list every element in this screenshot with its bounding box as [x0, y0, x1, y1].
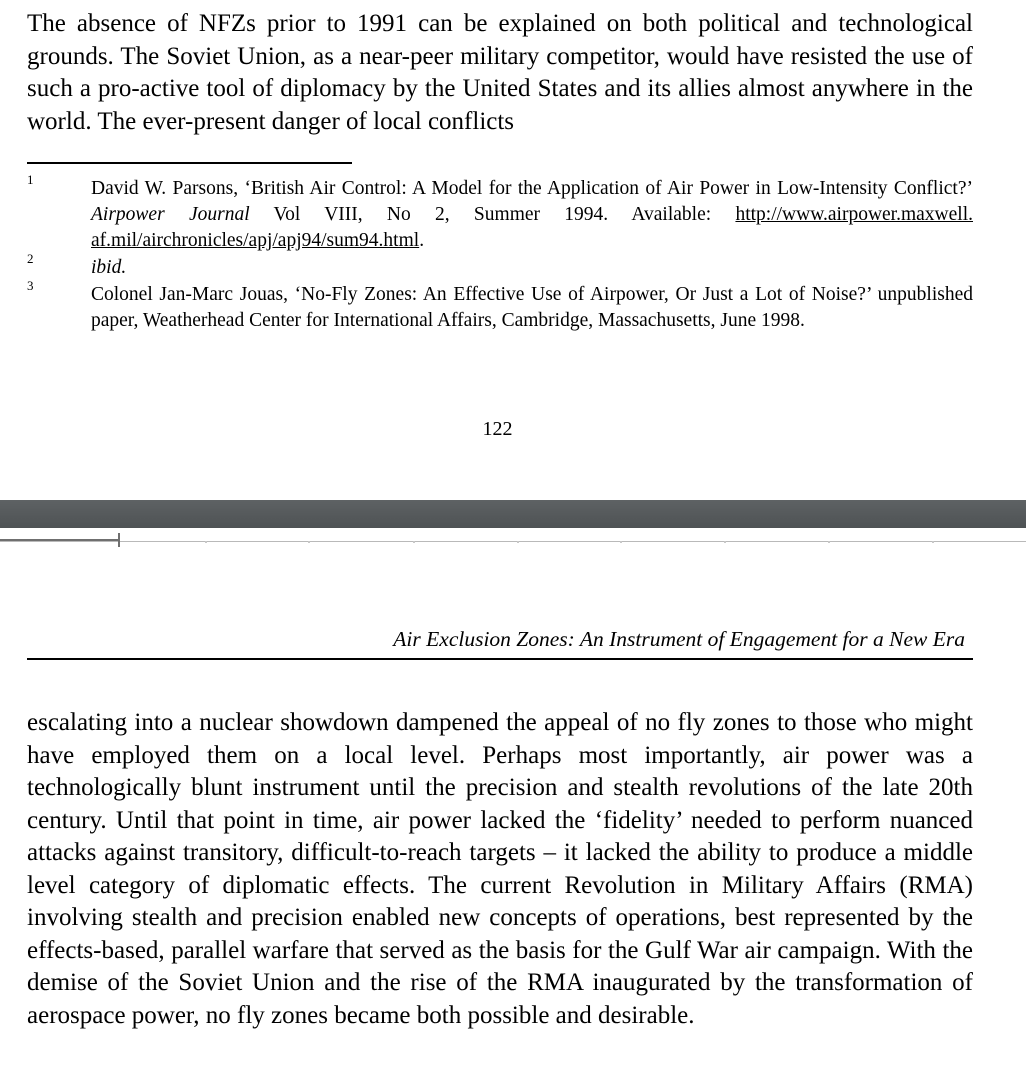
top-page: [0, 0, 1026, 500]
ruler-dot: [932, 541, 934, 543]
ruler-dot: [517, 541, 519, 543]
ruler-dot: [205, 541, 207, 543]
ruler-dot: [828, 541, 830, 543]
ruler-dot: [413, 541, 415, 543]
footnote-number: 1: [27, 172, 34, 187]
ruler-dot: [620, 541, 622, 543]
footnote-text-part: Vol VIII, No 2, Summer 1994. Available:: [249, 204, 736, 225]
footnote-1: [27, 172, 973, 254]
header-rule: [27, 658, 973, 660]
body-paragraph: The absence of NFZs prior to 1991 can be explained on both political and technological grounds. The Soviet Union, as a near-peer military competitor, would have resisted the use of such a pro-active tool of diplomacy by the United States and its allies almost anywhere in the world. The ever-present danger of local conflicts: [27, 10, 973, 135]
footnote-text: ibid.: [91, 257, 127, 278]
footnote-2: [27, 251, 973, 281]
footnote-link[interactable]: http://www.airpower.maxwell. af.mil/airchronicles/apj/apj94/sum94.html: [91, 204, 973, 251]
page-divider: [0, 500, 1026, 528]
ruler: [0, 528, 1026, 550]
ruler-line: [0, 541, 1026, 542]
ruler-dot: [308, 541, 310, 543]
footnote-text-part: .: [419, 230, 425, 251]
footnote-text: [91, 176, 973, 254]
ruler-margin-marker: [0, 539, 118, 541]
footnote-number: 3: [27, 278, 34, 293]
footnote-number: 2: [27, 251, 34, 266]
journal-title: Airpower Journal: [91, 204, 250, 225]
footnote-text-part: David W. Parsons, ‘British Air Control: A Model for the Application of Air Power in Low-Intensity Conflict?’: [91, 178, 973, 199]
footnote-text: Colonel Jan-Marc Jouas, ‘No-Fly Zones: An Effective Use of Airpower, Or Just a Lot of Noise?’ unpublished paper, Weatherhead Center for International Affairs, Cambridge, Massachusetts, June 1998.: [91, 284, 973, 331]
footnote-3: [27, 278, 973, 334]
page-number: 122: [482, 418, 513, 440]
body-paragraph: escalating into a nuclear showdown dampened the appeal of no fly zones to those who might have employed them on a local level. Perhaps most importantly, air power was a technologically blunt instrument until the precision and stealth revolutions of the late 20th century. Until that point in time, air power lacked the ‘fidelity’ needed to perform nuanced attacks against transitory, difficult-to-reach targets – it lacked the ability to produce a middle level category of diplomatic effects. The current Revolution in Military Affairs (RMA) involving stealth and precision enabled new concepts of operations, best represented by the effects-based, parallel warfare that served as the basis for the Gulf War air campaign. With the demise of the Soviet Union and the rise of the RMA inaugurated by the transformation of aerospace power, no fly zones became both possible and desirable.: [27, 709, 973, 1029]
running-header: Air Exclusion Zones: An Instrument of Engagement for a New Era: [393, 627, 965, 651]
ruler-indent-marker[interactable]: [118, 533, 120, 547]
footnote-separator: [27, 162, 352, 164]
ruler-dot: [724, 541, 726, 543]
